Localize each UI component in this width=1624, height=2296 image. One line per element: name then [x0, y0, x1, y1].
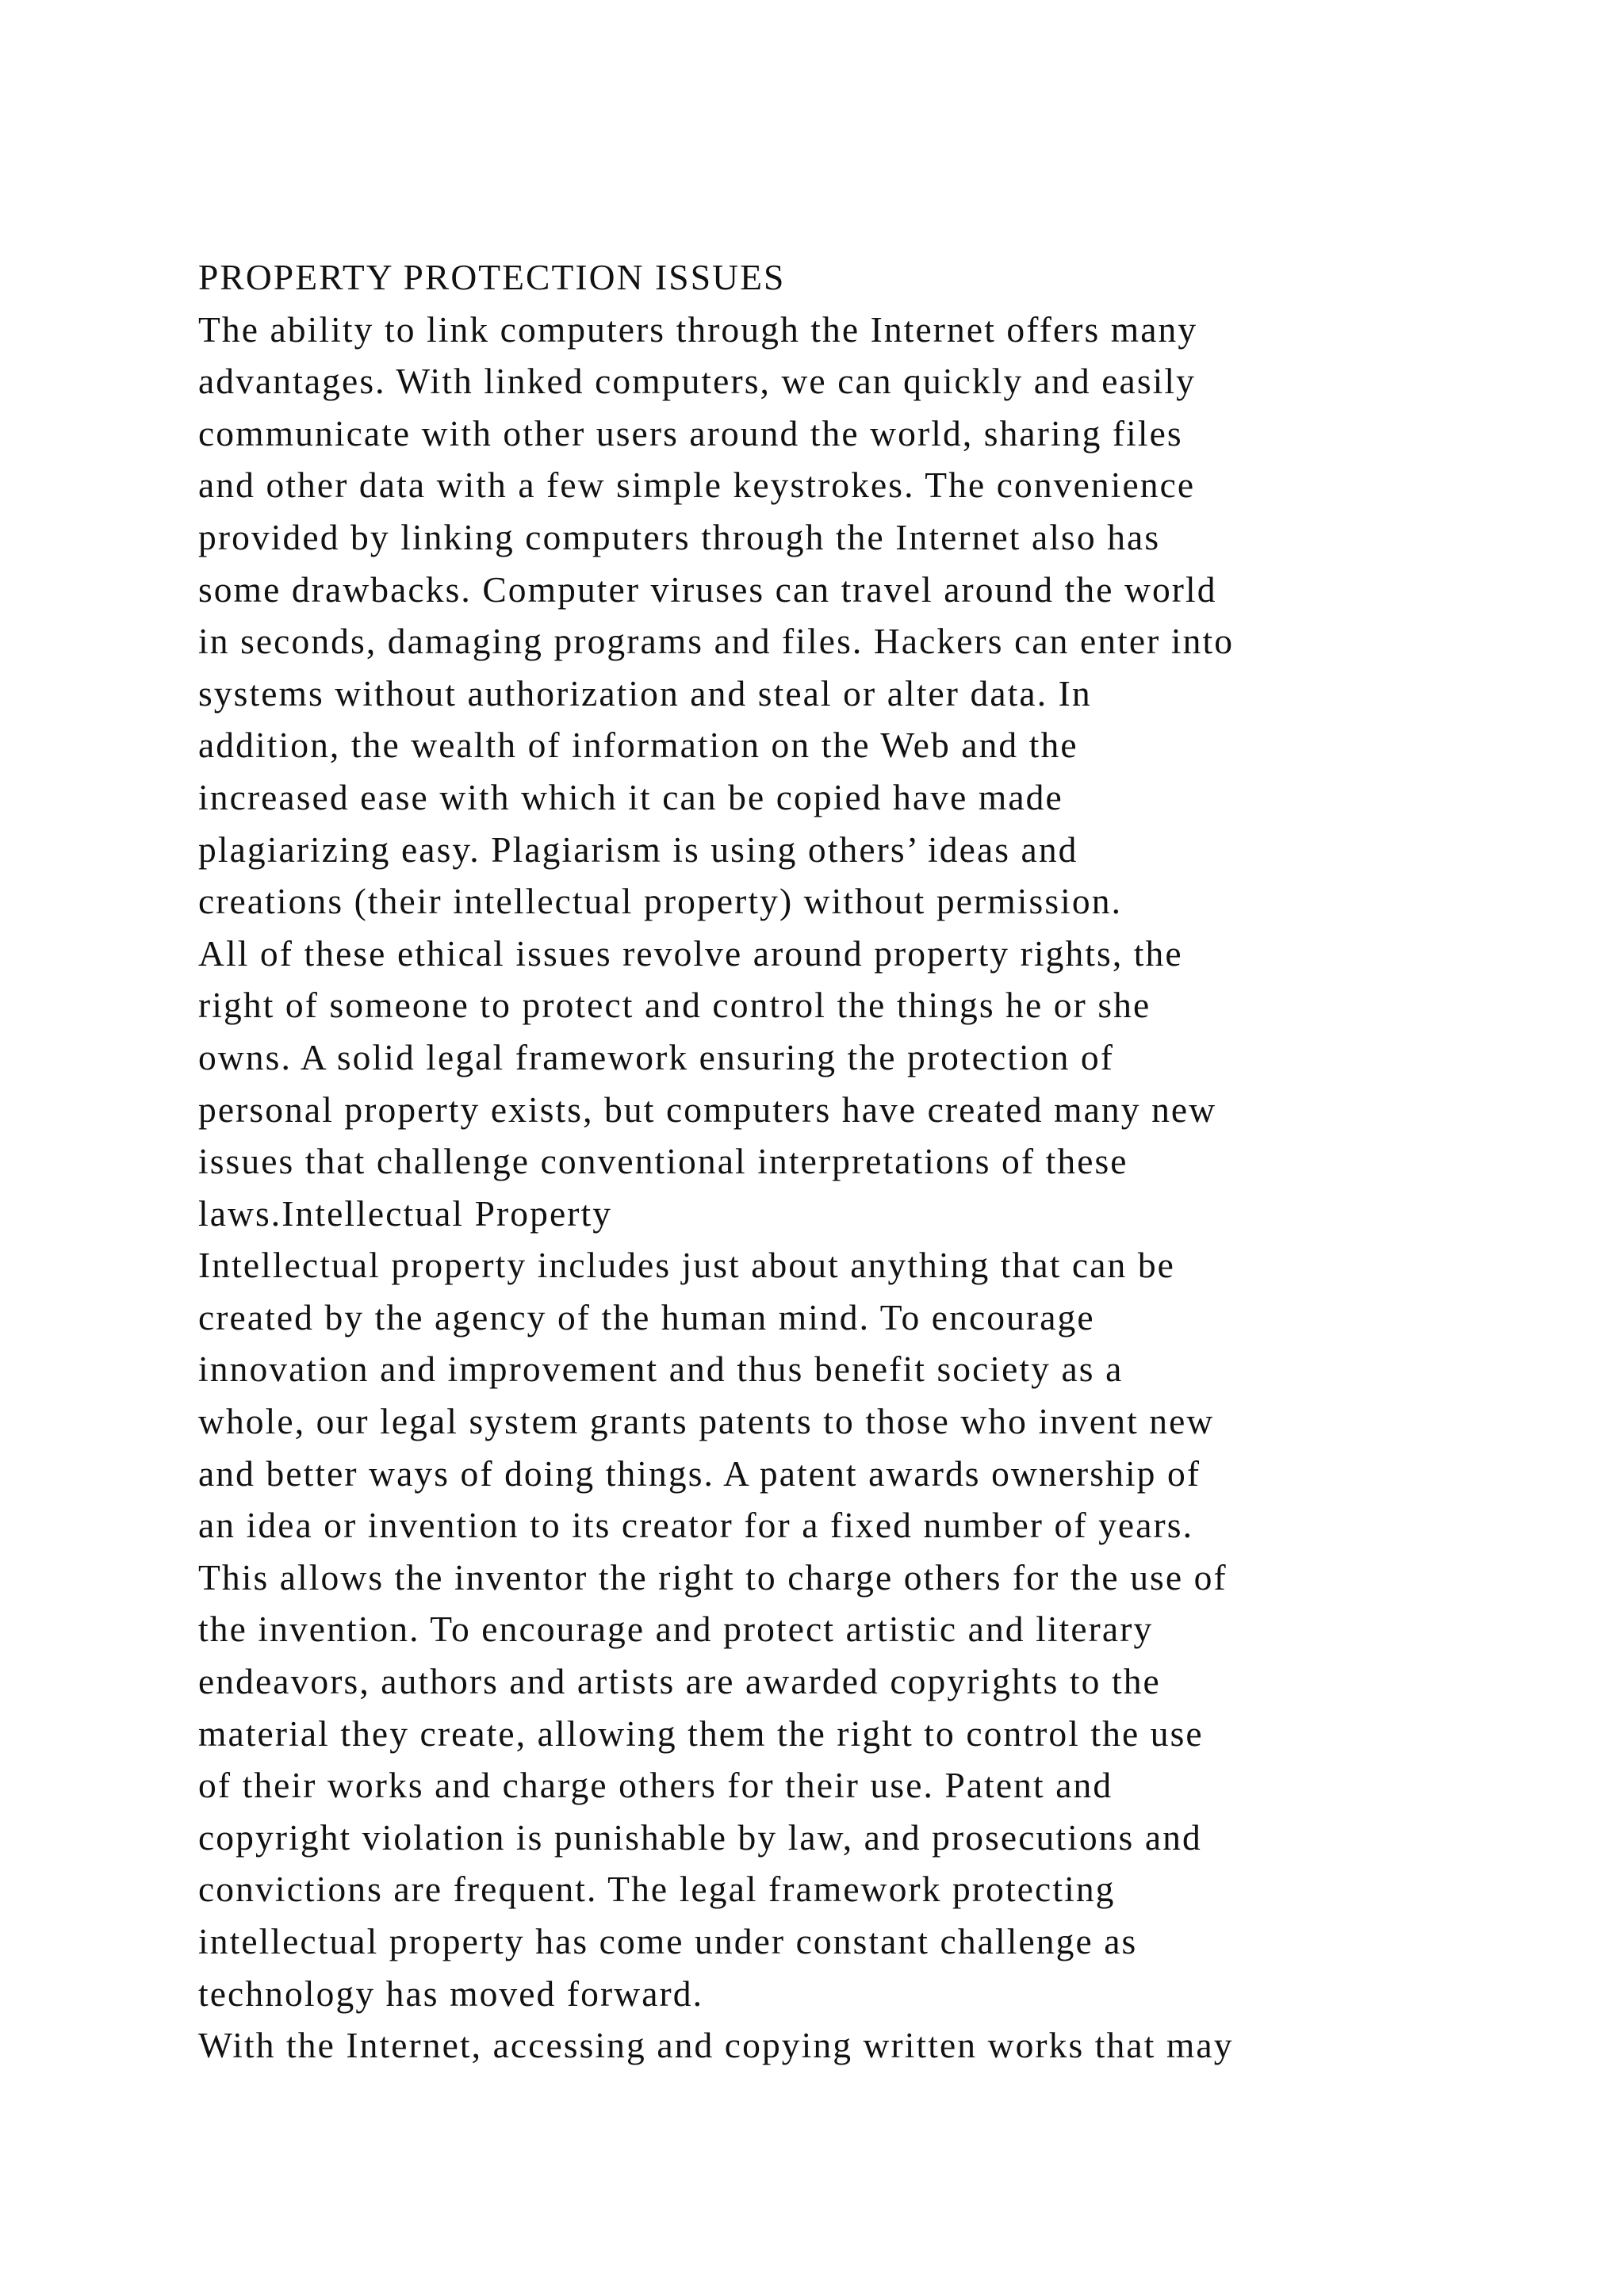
text-line: personal property exists, but computers have created many new: [198, 1089, 1217, 1130]
text-line: addition, the wealth of information on the Web and the: [198, 725, 1078, 766]
text-line: and better ways of doing things. A patent awards ownership of: [198, 1452, 1201, 1494]
text-line: communicate with other users around the world, sharing files: [198, 412, 1183, 453]
text-line: This allows the inventor the right to charge others for the use of: [198, 1556, 1228, 1598]
text-line: created by the agency of the human mind. To encourage: [198, 1296, 1095, 1337]
text-line: an idea or invention to its creator for a fixed number of years.: [198, 1505, 1194, 1546]
text-line: technology has moved forward.: [198, 1973, 704, 2014]
text-line: systems without authorization and steal or alter data. In: [198, 672, 1092, 714]
text-line: provided by linking computers through the Internet also has: [198, 516, 1161, 557]
text-line: owns. A solid legal framework ensuring the protection of: [198, 1036, 1115, 1077]
text-line: of their works and charge others for their use. Patent and: [198, 1765, 1113, 1806]
section-title: PROPERTY PROTECTION ISSUES: [198, 257, 786, 297]
document-body: [198, 251, 1546, 2072]
text-line: copyright violation is punishable by law, and prosecutions and: [198, 1816, 1202, 1858]
text-line: All of these ethical issues revolve around property rights, the: [198, 932, 1183, 974]
text-line: material they create, allowing them the right to control the use: [198, 1712, 1204, 1754]
text-line: The ability to link computers through the Internet offers many: [198, 308, 1198, 350]
text-line: Intellectual property includes just about anything that can be: [198, 1245, 1175, 1286]
text-line: With the Internet, accessing and copying written works that may: [198, 2025, 1234, 2066]
text-line: endeavors, authors and artists are awarded copyrights to the: [198, 1661, 1161, 1702]
text-line: convictions are frequent. The legal framework protecting: [198, 1869, 1116, 1910]
text-line: the invention. To encourage and protect artistic and literary: [198, 1609, 1154, 1650]
text-line: increased ease with which it can be copied have made: [198, 776, 1063, 817]
text-line: advantages. With linked computers, we can quickly and easily: [198, 361, 1196, 402]
text-line: issues that challenge conventional interpretations of these: [198, 1141, 1128, 1182]
text-line: creations (their intellectual property) without permission.: [198, 881, 1123, 922]
text-line: some drawbacks. Computer viruses can travel around the world: [198, 568, 1217, 610]
text-line: and other data with a few simple keystrokes. The convenience: [198, 465, 1196, 506]
text-line: in seconds, damaging programs and files. Hackers can enter into: [198, 621, 1235, 662]
text-line: intellectual property has come under constant challenge as: [198, 1921, 1138, 1961]
text-line: innovation and improvement and thus benefit society as a: [198, 1349, 1124, 1390]
text-line: whole, our legal system grants patents to those who invent new: [198, 1401, 1215, 1442]
text-line: laws.Intellectual Property: [198, 1192, 613, 1234]
text-line: right of someone to protect and control the things he or she: [198, 985, 1151, 1026]
text-line: plagiarizing easy. Plagiarism is using others’ ideas and: [198, 828, 1078, 870]
